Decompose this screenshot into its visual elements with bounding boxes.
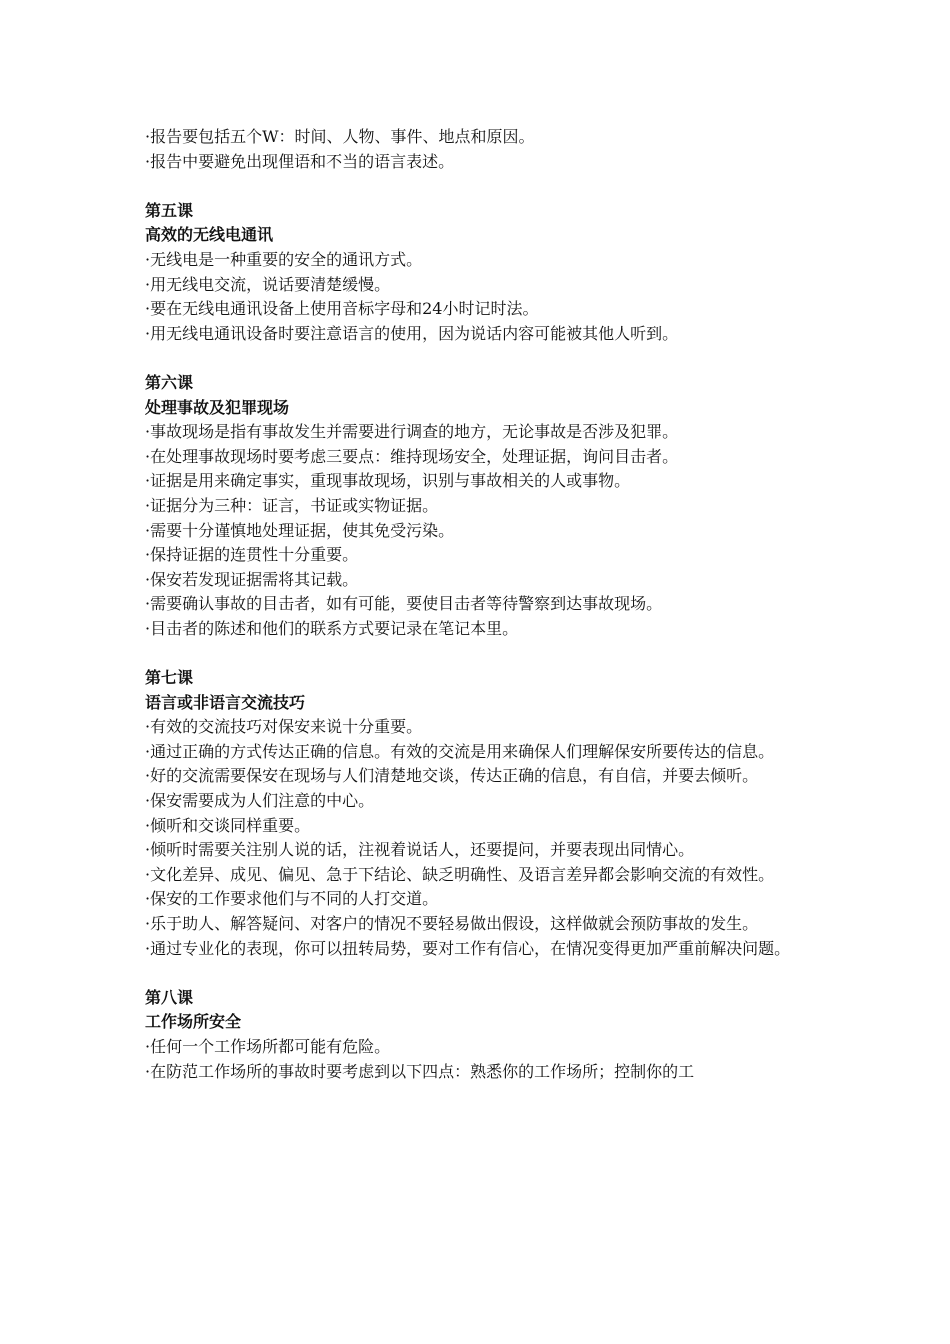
- lesson7-bullet-6: ·倾听时需要关注别人说的话，注视着说话人，还要提问，并要表现出同情心。: [145, 840, 695, 860]
- lesson7-bullet-9: ·乐于助人、解答疑问、对客户的情况不要轻易做出假设，这样做就会预防事故的发生。: [145, 914, 759, 933]
- lesson8-bullet-2: ·在防范工作场所的事故时要考虑到以下四点：熟悉你的工作场所；控制你的工: [145, 1061, 695, 1081]
- lesson7-bullet-10: ·通过专业化的表现，你可以扭转局势，要对工作有信心，在情况变得更加严重前解决问题。: [145, 938, 791, 958]
- lesson8-title: 工作场所安全: [145, 1012, 242, 1032]
- lesson8-number: 第八课: [145, 987, 194, 1007]
- lesson6-bullet-7: ·保安若发现证据需将其记载。: [145, 569, 359, 589]
- lesson6-bullet-5: ·需要十分谨慎地处理证据，使其免受污染。: [145, 520, 455, 540]
- lesson6-bullet-4: ·证据分为三种：证言，书证或实物证据。: [145, 495, 439, 515]
- lesson5-bullet-2: ·用无线电交流，说话要清楚缓慢。: [145, 274, 391, 294]
- lesson7-number: 第七课: [145, 668, 194, 688]
- lesson5-bullet-4: ·用无线电通讯设备时要注意语言的使用，因为说话内容可能被其他人听到。: [145, 323, 679, 343]
- spacer: [145, 346, 810, 371]
- lesson6-bullet-6: ·保持证据的连贯性十分重要。: [145, 545, 359, 565]
- lesson5-bullet-3: ·要在无线电通讯设备上使用音标字母和24小时记时法。: [145, 299, 539, 319]
- lesson7-bullet-4: ·保安需要成为人们注意的中心。: [145, 791, 375, 811]
- lesson5-bullet-1: ·无线电是一种重要的安全的通讯方式。: [145, 249, 423, 269]
- intro-bullet-1: ·报告要包括五个W：时间、人物、事件、地点和原因。: [145, 127, 535, 146]
- lesson7-bullet-3: ·好的交流需要保安在现场与人们清楚地交谈，传达正确的信息，有自信，并要去倾听。: [145, 766, 759, 786]
- lesson6-bullet-8: ·需要确认事故的目击者，如有可能，要使目击者等待警察到达事故现场。: [145, 594, 663, 614]
- lesson5-number: 第五课: [145, 200, 194, 220]
- spacer: [145, 174, 810, 199]
- lesson6-bullet-9: ·目击者的陈述和他们的联系方式要记录在笔记本里。: [145, 618, 519, 638]
- lesson6-title: 处理事故及犯罪现场: [145, 397, 290, 417]
- lesson7-title: 语言或非语言交流技巧: [145, 692, 306, 712]
- lesson7-bullet-5: ·倾听和交谈同样重要。: [145, 815, 311, 835]
- spacer: [145, 641, 810, 666]
- lesson6-bullet-2: ·在处理事故现场时要考虑三要点：维持现场安全，处理证据，询问目击者。: [145, 446, 679, 466]
- lesson6-number: 第六课: [145, 372, 194, 392]
- intro-bullet-2: ·报告中要避免出现俚语和不当的语言表述。: [145, 151, 455, 171]
- lesson6-bullet-3: ·证据是用来确定事实，重现事故现场，识别与事故相关的人或事物。: [145, 471, 631, 491]
- lesson7-bullet-7: ·文化差异、成见、偏见、急于下结论、缺乏明确性、及语言差异都会影响交流的有效性。: [145, 864, 775, 884]
- lesson5-title: 高效的无线电通讯: [145, 225, 274, 245]
- lesson7-bullet-1: ·有效的交流技巧对保安来说十分重要。: [145, 717, 423, 737]
- document-page: [145, 125, 810, 1084]
- lesson7-bullet-2: ·通过正确的方式传达正确的信息。有效的交流是用来确保人们理解保安所要传达的信息。: [145, 741, 775, 761]
- spacer: [145, 961, 810, 986]
- lesson8-bullet-1: ·任何一个工作场所都可能有危险。: [145, 1036, 391, 1056]
- lesson7-bullet-8: ·保安的工作要求他们与不同的人打交道。: [145, 889, 439, 909]
- lesson6-bullet-1: ·事故现场是指有事故发生并需要进行调查的地方，无论事故是否涉及犯罪。: [145, 422, 679, 442]
